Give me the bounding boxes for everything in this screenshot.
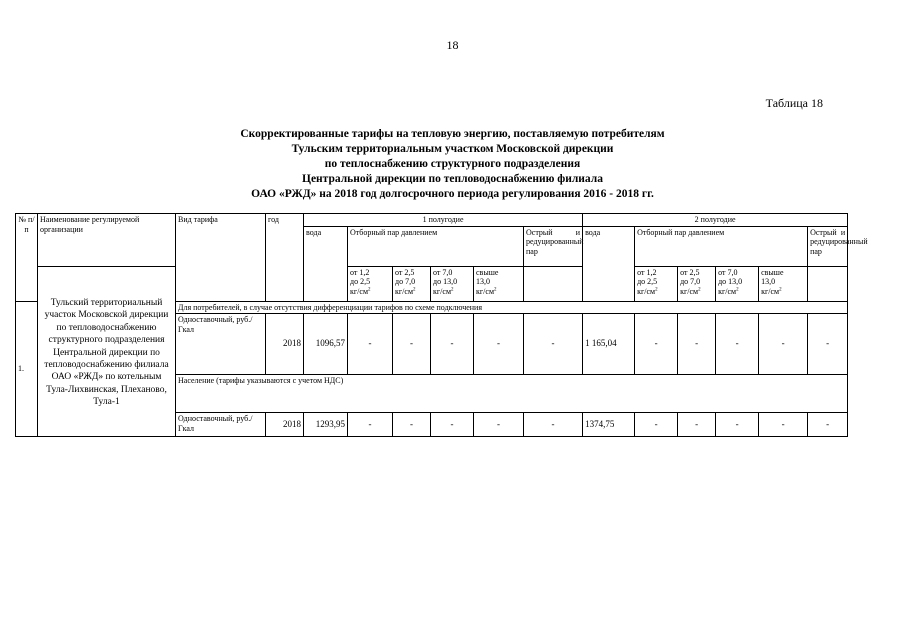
title-line: Центральной дирекции по тепловодоснабжению филиала xyxy=(302,173,603,185)
year-value: 2018 xyxy=(266,413,304,437)
pressure-2: от 2,5 до 7,0 $кг/см^2$ xyxy=(678,266,716,301)
dash: - xyxy=(348,413,393,437)
dash: - xyxy=(716,314,759,375)
water-half-1: 1293,95 xyxy=(304,413,348,437)
pressure-1: от 1,2 до 2,5 $кг/см^2$ xyxy=(635,266,678,301)
dash: - xyxy=(808,413,848,437)
dash: - xyxy=(431,413,474,437)
tariff-type: Одноставочный, руб./Гкал xyxy=(176,413,266,437)
section-general: Для потребителей, в случае отсутствия дифференциации тарифов по схеме подключения xyxy=(176,301,848,314)
page-number: 18 xyxy=(446,38,459,52)
tariff-type: Одноставочный, руб./Гкал xyxy=(176,314,266,375)
header-steam-2: Отборный пар давлением xyxy=(635,226,808,266)
dash: - xyxy=(393,314,431,375)
document-title xyxy=(0,127,905,202)
title-line: ОАО «РЖД» на 2018 год долгосрочного периода регулирования 2016 - 2018 гг. xyxy=(251,188,654,200)
pressure-4: свыше 13,0 $кг/см^2$ xyxy=(474,266,524,301)
header-org: Наименование регулируемой организации xyxy=(38,214,176,267)
header-half-2: 2 полугодие xyxy=(583,214,848,227)
dash: - xyxy=(474,413,524,437)
dash: - xyxy=(431,314,474,375)
pressure-3: от 7,0 до 13,0 $кг/см^2$ xyxy=(716,266,759,301)
dash: - xyxy=(759,314,808,375)
header-steam-1: Отборный пар давлением xyxy=(348,226,524,266)
organization-name: Тульский территориальный участок Московской дирекции по тепловодоснабжению структурного подразделения Центральной дирекции по тепловодоснабжению филиала ОАО «РЖД» по котельным Тула-Лихвинская, Плеханово, Тула-1 xyxy=(38,266,176,437)
empty-cell xyxy=(808,266,848,301)
header-half-1: 1 полугодие xyxy=(304,214,583,227)
dash: - xyxy=(524,314,583,375)
dash: - xyxy=(678,314,716,375)
title-line: по теплоснабжению структурного подразделения xyxy=(324,158,581,170)
tariff-table xyxy=(15,213,868,437)
pressure-3: от 7,0 до 13,0 $кг/см^2$ xyxy=(431,266,474,301)
dash: - xyxy=(635,413,678,437)
header-sharp-2: Острый и редуцированный пар xyxy=(808,226,848,266)
pressure-4: свыше 13,0 $кг/см^2$ xyxy=(759,266,808,301)
dash: - xyxy=(716,413,759,437)
header-num: № п/п xyxy=(16,214,38,302)
dash: - xyxy=(678,413,716,437)
empty-cell xyxy=(524,266,583,301)
title-line: Скорректированные тарифы на тепловую энергию, поставляемую потребителям xyxy=(240,128,665,140)
row-number: 1. xyxy=(16,301,38,437)
section-population: Население (тарифы указываются с учетом НДС) xyxy=(176,375,848,413)
title-line: Тульским территориальным участком Московской дирекции xyxy=(291,143,614,155)
water-half-2: 1 165,04 xyxy=(583,314,635,375)
dash: - xyxy=(393,413,431,437)
dash: - xyxy=(348,314,393,375)
dash: - xyxy=(759,413,808,437)
water-half-1: 1096,57 xyxy=(304,314,348,375)
year-value: 2018 xyxy=(266,314,304,375)
dash: - xyxy=(808,314,848,375)
header-water-2: вода xyxy=(583,226,635,301)
header-year: год xyxy=(266,214,304,302)
header-tariff-type: Вид тарифа xyxy=(176,214,266,302)
dash: - xyxy=(524,413,583,437)
pressure-2: от 2,5 до 7,0 $кг/см^2$ xyxy=(393,266,431,301)
dash: - xyxy=(474,314,524,375)
dash: - xyxy=(635,314,678,375)
header-sharp-1: Острый и редуцированный пар xyxy=(524,226,583,266)
table-label: Таблица 18 xyxy=(765,96,823,110)
pressure-1: от 1,2 до 2,5 $кг/см^2$ xyxy=(348,266,393,301)
header-water-1: вода xyxy=(304,226,348,301)
water-half-2: 1374,75 xyxy=(583,413,635,437)
